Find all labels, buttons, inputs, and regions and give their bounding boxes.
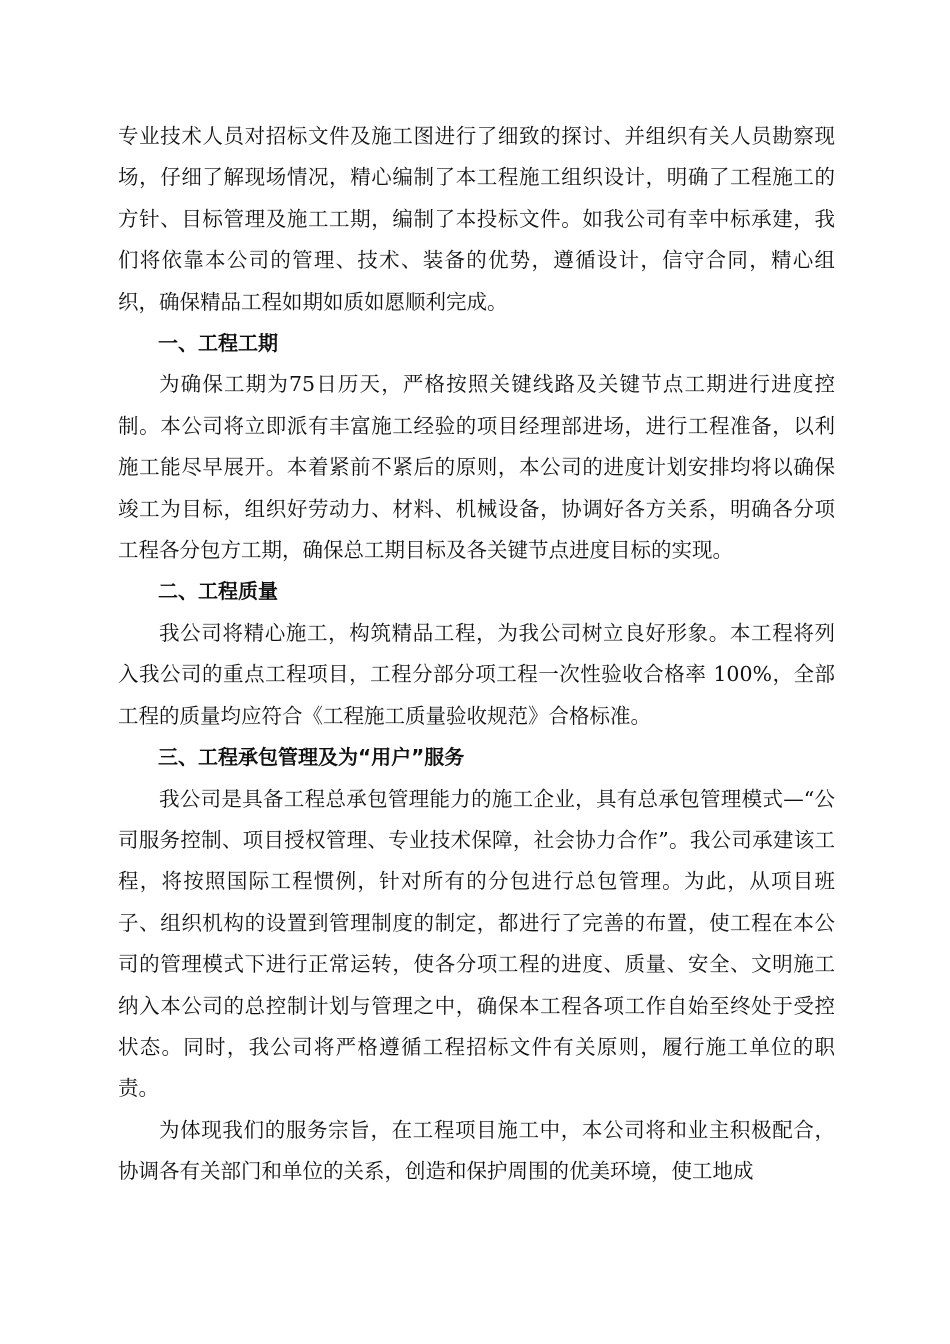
- body-paragraph-quality: 我公司将精心施工，构筑精品工程，为我公司树立良好形象。本工程将列入我公司的重点工程项目，工程分部分项工程一次性验收合格率 100%，全部工程的质量均应符合《工程施工质量验收规范》合格标准。: [118, 620, 835, 728]
- section-heading-quality: 二、工程质量: [158, 579, 278, 604]
- body-paragraph-contracting: 我公司是具备工程总承包管理能力的施工企业，具有总承包管理模式—“公司服务控制、项目授权管理、专业技术保障，社会协力合作”。我公司承建该工程，将按照国际工程惯例，针对所有的分包进行总包管理。为此，从项目班子、组织机构的设置到管理制度的制定，都进行了完善的布置，使工程在本公司的管理模式下进行正常运转，使各分项工程的进度、质量、安全、文明施工纳入本公司的总控制计划与管理之中，确保本工程各项工作自始至终处于受控状态。同时，我公司将严格遵循工程招标文件有关原则，履行施工单位的职责。: [118, 786, 835, 1101]
- document-page: [118, 116, 835, 1193]
- body-paragraph-intro: 专业技术人员对招标文件及施工图进行了细致的探讨、并组织有关人员勘察现场，仔细了解现场情况，精心编制了本工程施工组织设计，明确了工程施工的方针、目标管理及施工工期，编制了本投标文件。如我公司有幸中标承建，我们将依靠本公司的管理、技术、装备的优势，遵循设计，信守合同，精心组织，确保精品工程如期如质如愿顺利完成。: [118, 124, 835, 314]
- section-heading-schedule: 一、工程工期: [158, 331, 278, 356]
- body-paragraph-schedule: 为确保工期为75日历天，严格按照关键线路及关键节点工期进行进度控制。本公司将立即派有丰富施工经验的项目经理部进场，进行工程准备，以利施工能尽早展开。本着紧前不紧后的原则，本公司的进度计划安排均将以确保竣工为目标，组织好劳动力、材料、机械设备，协调好各方关系，明确各分项工程各分包方工期，确保总工期目标及各关键节点进度目标的实现。: [118, 372, 835, 563]
- body-paragraph-service: 为体现我们的服务宗旨，在工程项目施工中，本公司将和业主积极配合，协调各有关部门和单位的关系，创造和保护周围的优美环境，使工地成: [118, 1117, 835, 1184]
- section-heading-contracting: 三、工程承包管理及为“用户”服务: [158, 745, 465, 770]
